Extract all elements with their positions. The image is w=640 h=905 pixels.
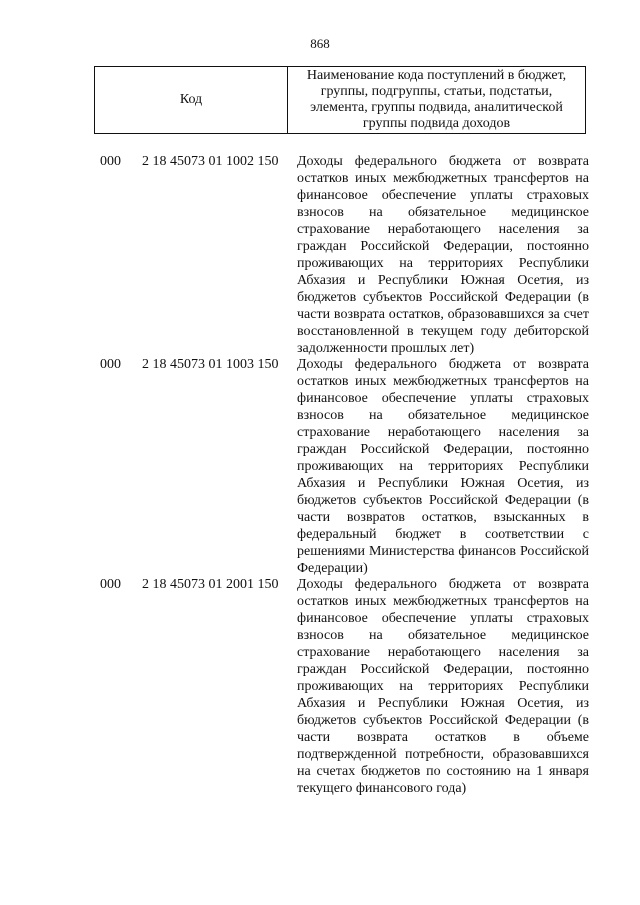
admin-code: 000 — [100, 357, 121, 372]
code-column-label: Код — [179, 92, 203, 107]
name-column-label: Наименование кода поступлений в бюджет, группы, подгруппы, статьи, подстатьи, элемента, группы подвида, аналитической группы подвида доходов — [306, 68, 567, 131]
admin-code: 000 — [100, 577, 121, 592]
revenue-code: 2 18 45073 01 1002 150 — [142, 154, 279, 169]
table-row — [0, 356, 640, 576]
revenue-description: Доходы федерального бюджета от возврата остатков иных межбюджетных трансфертов на финансовое обеспечение уплаты страховых взносов на обязательное медицинское страхование неработающего населения за граждан Российской Федерации, постоянно проживающих на территориях Республики Абхазия и Республики Южная Осетия, из бюджетов субъектов Российской Федерации (в части возврата остатков, образовавшихся за счет восстановленной в текущем году дебиторской задолженности прошлых лет) — [297, 154, 589, 356]
revenue-description: Доходы федерального бюджета от возврата остатков иных межбюджетных трансфертов на финансовое обеспечение уплаты страховых взносов на обязательное медицинское страхование неработающего населения за граждан Российской Федерации, постоянно проживающих на территориях Республики Абхазия и Республики Южная Осетия, из бюджетов субъектов Российской Федерации (в части возвратов остатков, взысканных в федеральный бюджет в соответствии с решениями Министерства финансов Российской Федерации) — [297, 357, 589, 576]
code-column-header — [95, 67, 288, 133]
revenue-description: Доходы федерального бюджета от возврата остатков иных межбюджетных трансфертов на финансовое обеспечение уплаты страховых взносов на обязательное медицинское страхование неработающего населения за граждан Российской Федерации, постоянно проживающих на территориях Республики Абхазия и Республики Южная Осетия, из бюджетов субъектов Российской Федерации (в части возврата остатков в объеме подтвержденной потребности, образовавшихся на счетах бюджетов по состоянию на 1 января текущего финансового года) — [297, 577, 589, 796]
table-body — [0, 153, 640, 797]
table-row — [0, 153, 640, 356]
revenue-code: 2 18 45073 01 1003 150 — [142, 357, 279, 372]
admin-code: 000 — [100, 154, 121, 169]
page-number: 868 — [310, 36, 330, 51]
revenue-code: 2 18 45073 01 2001 150 — [142, 577, 279, 592]
name-column-header — [288, 67, 585, 133]
table-header — [94, 66, 586, 134]
table-row — [0, 576, 640, 797]
